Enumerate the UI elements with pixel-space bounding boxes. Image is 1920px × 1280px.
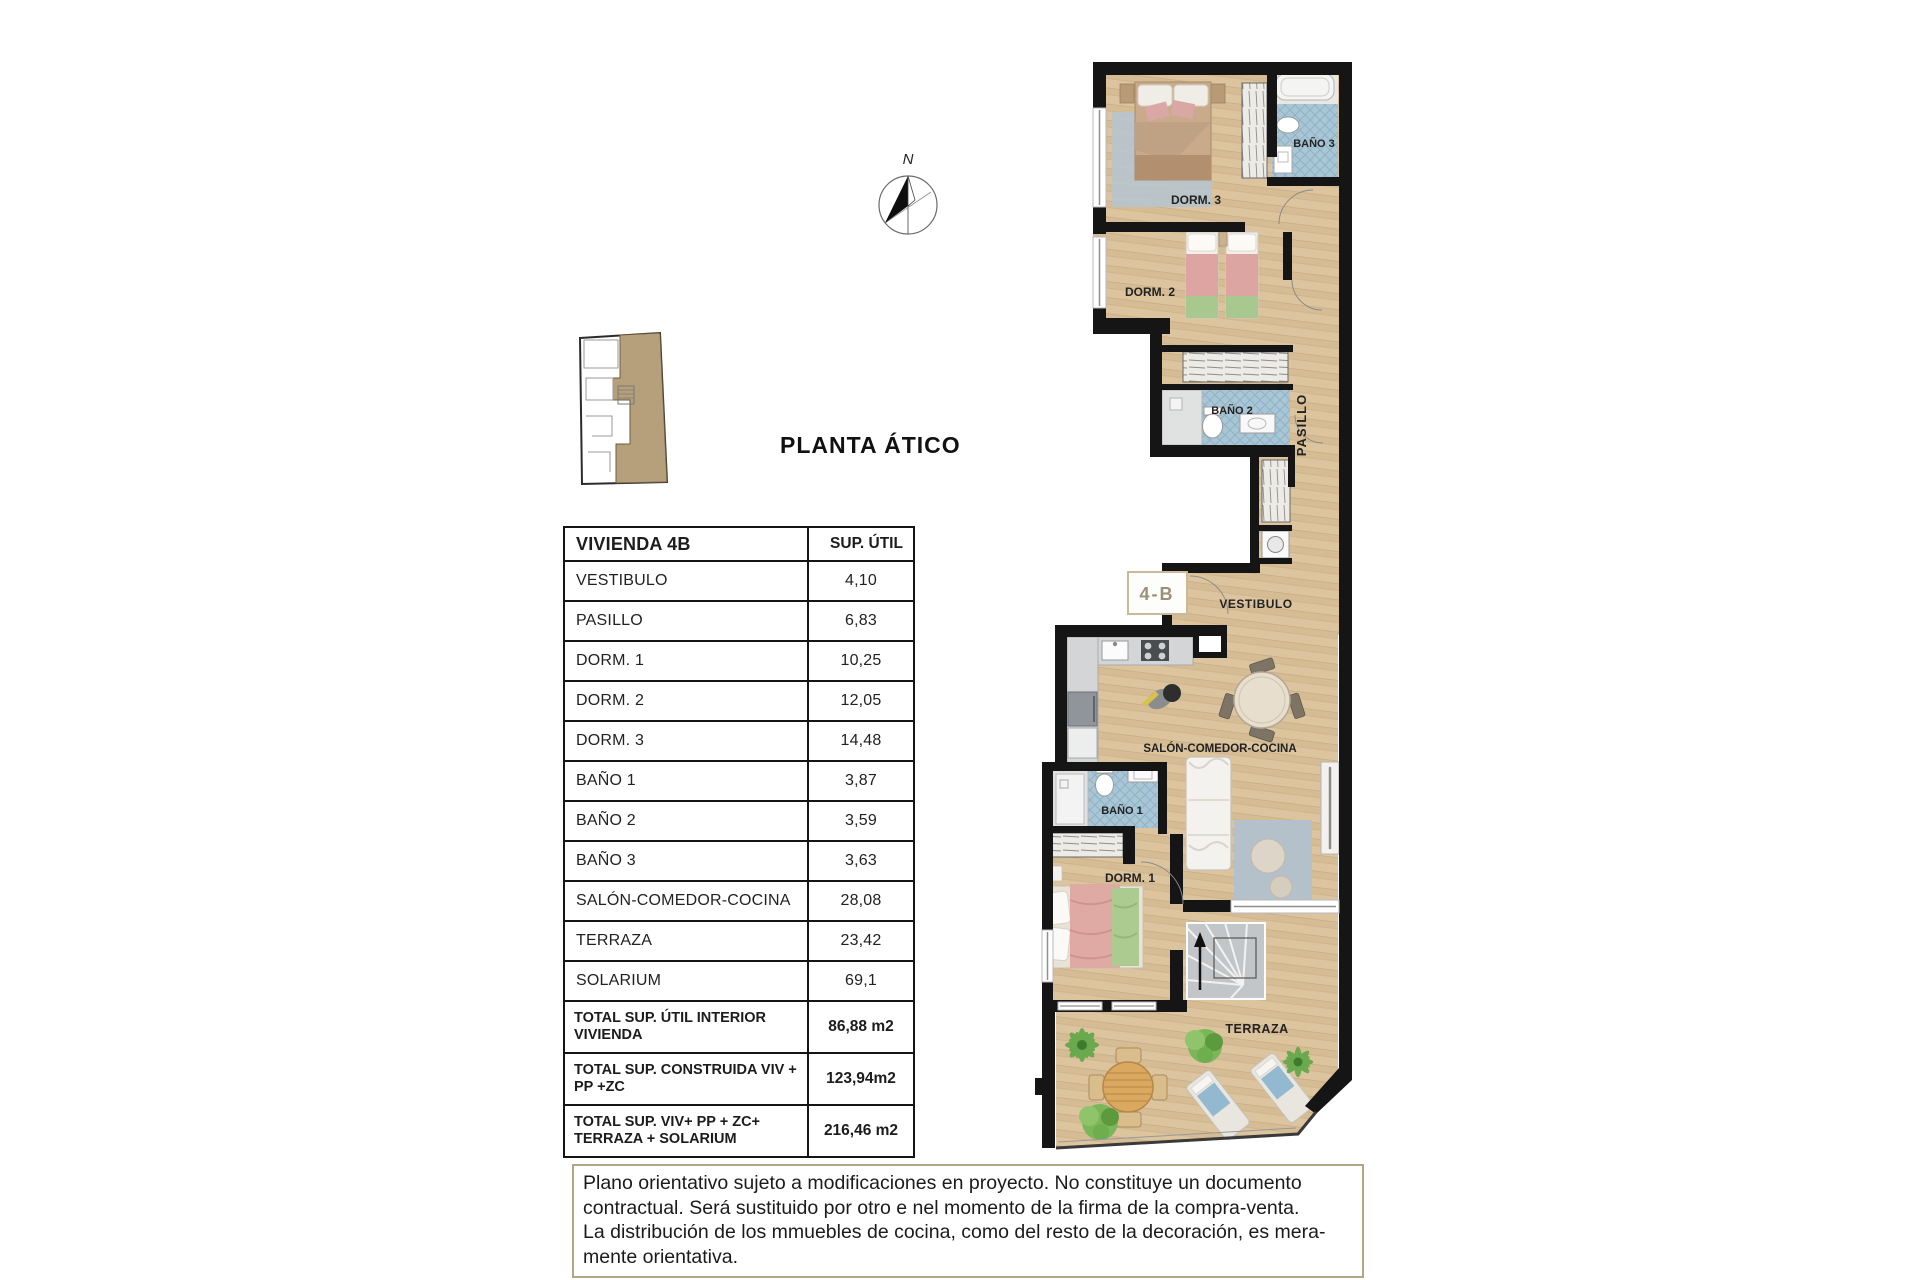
table-header-unit: VIVIENDA 4B xyxy=(564,527,808,561)
room-label-dorm2: DORM. 2 xyxy=(1124,285,1176,299)
table-row xyxy=(564,641,914,681)
table-header-area: SUP. ÚTIL xyxy=(808,527,914,561)
disclaimer-line: contractual. Será sustituido por otro e nel momento de la firma de la compra-venta. xyxy=(583,1196,1300,1219)
room-label-dorm1: DORM. 1 xyxy=(1104,871,1156,885)
room-label: SOLARIUM xyxy=(564,961,808,1001)
table-row xyxy=(564,921,914,961)
key-plan xyxy=(572,326,676,490)
unit-label: 4-B xyxy=(1139,584,1175,604)
total-value: 216,46 m2 xyxy=(808,1105,914,1157)
room-label: DORM. 1 xyxy=(564,641,808,681)
room-label: DORM. 3 xyxy=(564,721,808,761)
room-area: 3,87 xyxy=(808,761,914,801)
sofa xyxy=(1186,757,1231,870)
total-value: 123,94m2 xyxy=(808,1053,914,1105)
room-label: VESTIBULO xyxy=(564,561,808,601)
room-label-bano1: BAÑO 1 xyxy=(1101,805,1143,817)
salon-rug xyxy=(1234,820,1312,904)
table-row xyxy=(564,961,914,1001)
total-label: TOTAL SUP. CONSTRUIDA VIV + PP +ZC xyxy=(564,1053,808,1105)
table-header-row xyxy=(564,527,914,561)
room-label-dorm3: DORM. 3 xyxy=(1170,193,1222,207)
table-total-row xyxy=(564,1105,914,1157)
room-label: TERRAZA xyxy=(564,921,808,961)
compass xyxy=(865,148,957,246)
room-area: 10,25 xyxy=(808,641,914,681)
floor-plan xyxy=(1030,48,1365,1160)
disclaimer-line: La distribución de los mmuebles de cocina, como del resto de la decoración, es mera- xyxy=(583,1221,1326,1244)
room-area: 14,48 xyxy=(808,721,914,761)
room-area: 23,42 xyxy=(808,921,914,961)
room-label: BAÑO 2 xyxy=(564,801,808,841)
compass-needle-light xyxy=(908,176,915,206)
room-area: 12,05 xyxy=(808,681,914,721)
disclaimer-box xyxy=(572,1164,1364,1278)
disclaimer-line: Plano orientativo sujeto a modificaciones en proyecto. No constituye un documento xyxy=(583,1172,1302,1194)
room-label: BAÑO 3 xyxy=(564,841,808,881)
disclaimer-line: mente orientativa. xyxy=(583,1245,739,1268)
table-row xyxy=(564,561,914,601)
table-row xyxy=(564,841,914,881)
areas-table xyxy=(563,526,915,1158)
stairs xyxy=(1187,923,1265,999)
page-title: PLANTA ÁTICO xyxy=(780,432,961,458)
compass-north-label: N xyxy=(902,151,914,168)
washing-machine xyxy=(1262,531,1289,558)
room-area: 6,83 xyxy=(808,601,914,641)
room-area: 3,59 xyxy=(808,801,914,841)
room-area: 69,1 xyxy=(808,961,914,1001)
room-label: PASILLO xyxy=(564,601,808,641)
room-label-pasillo: PASILLO xyxy=(1294,393,1309,457)
table-row xyxy=(564,881,914,921)
table-row xyxy=(564,761,914,801)
total-label: TOTAL SUP. ÚTIL INTERIOR VIVIENDA xyxy=(564,1001,808,1053)
table-row xyxy=(564,721,914,761)
room-label-bano2: BAÑO 2 xyxy=(1211,405,1253,417)
room-label: SALÓN-COMEDOR-COCINA xyxy=(564,881,808,921)
room-label: DORM. 2 xyxy=(564,681,808,721)
room-label-salon: SALÓN-COMEDOR-COCINA xyxy=(1143,743,1297,755)
table-row xyxy=(564,681,914,721)
room-label-terraza: TERRAZA xyxy=(1225,1022,1289,1036)
dorm3-furniture xyxy=(1112,82,1225,207)
total-value: 86,88 m2 xyxy=(808,1001,914,1053)
total-label: TOTAL SUP. VIV+ PP + ZC+ TERRAZA + SOLARIUM xyxy=(564,1105,808,1157)
table-total-row xyxy=(564,1053,914,1105)
room-area: 28,08 xyxy=(808,881,914,921)
table-row xyxy=(564,601,914,641)
table-row xyxy=(564,801,914,841)
room-label-bano3: BAÑO 3 xyxy=(1293,138,1335,150)
room-area: 3,63 xyxy=(808,841,914,881)
room-label-vestibulo: VESTIBULO xyxy=(1219,597,1293,611)
salon-window xyxy=(1321,762,1339,854)
room-label: BAÑO 1 xyxy=(564,761,808,801)
unit-label-box xyxy=(1128,572,1187,614)
table-total-row xyxy=(564,1001,914,1053)
room-area: 4,10 xyxy=(808,561,914,601)
